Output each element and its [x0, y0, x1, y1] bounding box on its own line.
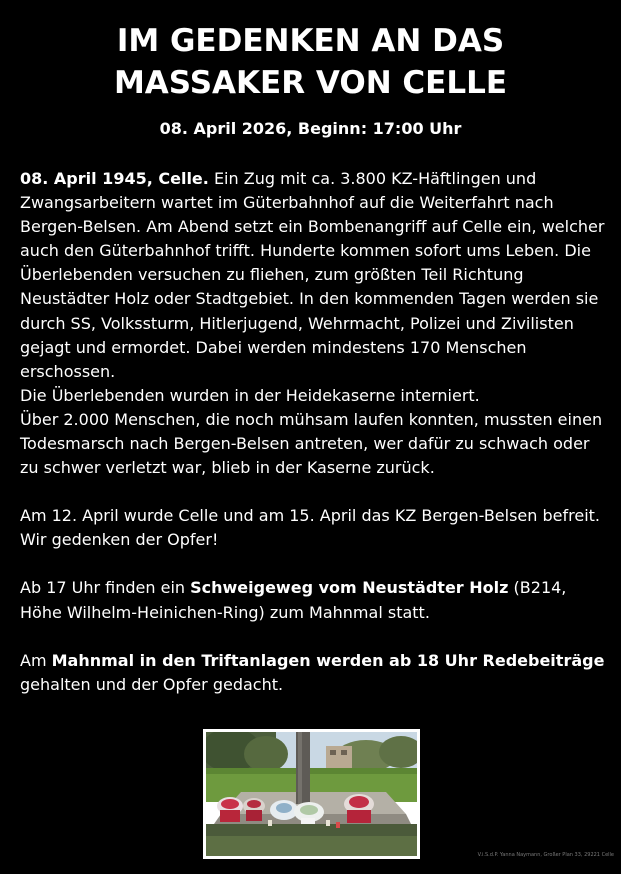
- memorial-photo: [203, 729, 420, 859]
- paragraph-death-march: Über 2.000 Menschen, die noch mühsam laufen konnten, mussten einen Todesmarsch nach Bergen-Belsen antreten, wer dafür zu schwach oder zu schwer verletzt war, blieb in der Kaserne zurück.: [20, 409, 603, 478]
- paragraph-memorial: [20, 649, 610, 697]
- body-text: [20, 167, 610, 697]
- page-title: [0, 20, 621, 104]
- imprint-line: V.i.S.d.P. Yanna Naymann, Großer Plan 33, 29221 Celle: [477, 852, 614, 858]
- paragraph-spacer: [20, 625, 610, 649]
- memorial-bold: Mahnmal in den Triftanlagen werden ab 18 Uhr Redebeiträge: [51, 650, 605, 670]
- paragraph-spacer: [20, 552, 610, 576]
- paragraph-internment: Die Überlebenden wurden in der Heidekaserne interniert.: [20, 385, 480, 405]
- paragraph-history-lead: 08. April 1945, Celle.: [20, 169, 209, 188]
- silent-walk-post: (B214, Höhe Wilhelm-Heinichen-Ring) zum Mahnmal statt.: [20, 578, 567, 622]
- memorial-pre: Am: [20, 650, 52, 670]
- paragraph-history: [20, 167, 610, 384]
- paragraph-history-text: Ein Zug mit ca. 3.800 KZ-Häftlingen und Zwangsarbeitern wartet im Güterbahnhof auf die Weiterfahrt nach Bergen-Belsen. Am Abend setzt ein Bombenangriff auf Celle ein, welcher auch den Güterbahnhof trifft. Hunderte kommen sofort ums Leben. Die Überlebenden versuchen zu fliehen, zum größten Teil Richtung Neustädter Holz oder Stadtgebiet. In den kommenden Tagen werden sie durch SS, Volkssturm, Hitlerjugend, Wehrmacht, Polizei und Zivilisten gejagt und ermordet. Dabei werden mindestens 170 Menschen erschossen.: [20, 169, 605, 381]
- silent-walk-pre: Ab 17 Uhr finden ein: [20, 578, 191, 598]
- title-line-1: IM GEDENKEN AN DAS: [116, 23, 505, 59]
- paragraph-silent-walk: [20, 576, 610, 624]
- event-date-subtitle: 08. April 2026, Beginn: 17:00 Uhr: [159, 119, 462, 138]
- memorial-post: gehalten und der Opfer gedacht.: [20, 674, 284, 694]
- memorial-photo-image: [206, 732, 417, 856]
- paragraph-spacer: [20, 480, 610, 504]
- silent-walk-bold: Schweigeweg vom Neustädter Holz: [190, 578, 509, 598]
- paragraph-liberation: Am 12. April wurde Celle und am 15. April das KZ Bergen-Belsen befreit. Wir gedenken der Opfer!: [20, 506, 600, 550]
- title-line-2: MASSAKER VON CELLE: [113, 65, 508, 101]
